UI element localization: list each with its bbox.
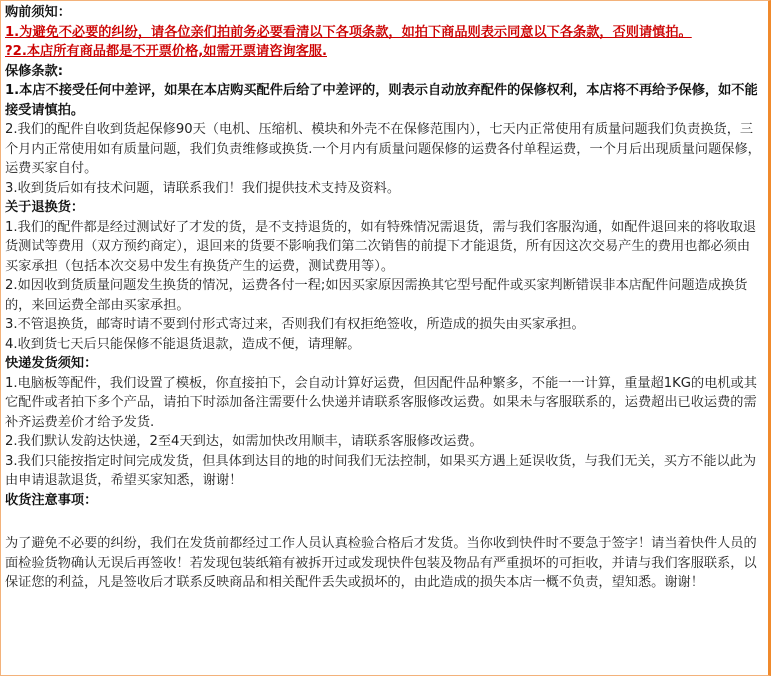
warranty-item-1: 1.本店不接受任何中差评，如果在本店购买配件后给了中差评的，则表示自动放弃配件的保修权利，本店将不再给予保修，如不能接受请慎拍。 [5, 83, 758, 118]
returns-item-1: 1.我们的配件都是经过测试好了才发的货，是不支持退货的，如有特殊情况需退货，需与我们客服沟通，如配件退回来的将收取退货测试等费用（双方预约商定），退回来的货要不影响我们第二次销售的前提下才能退货，所有因这次交易产生的费用也都必须由买家承担（包括本次交易中发生有换货产生的运费，测试费用等）。 [5, 219, 757, 274]
notice-item-1: 1.为避免不必要的纠纷，请各位亲们拍前务必要看清以下各项条款，如拍下商品则表示同意以下各条款，否则请慎拍。 [5, 24, 692, 40]
notice-heading: 购前须知： [5, 5, 71, 20]
returns-item-4: 4.收到货七天后只能保修不能退货退款，造成不便，请理解。 [5, 336, 361, 352]
receiving-body: 为了避免不必要的纠纷，我们在发货前都经过工作人员认真检验合格后才发货。当你收到快件时不要急于签字！请当着快件人员的面检验货物确认无误后再签收！若发现包装纸箱有被拆开过或发现快件包装及物品有严重损坏的可拒收，并请与我们客服联系，以保证您的利益，凡是签收后才联系反映商品和相关配件丢失或损坏的，由此造成的损失本店一概不负责，望知悉。谢谢！ [5, 536, 757, 590]
spacer [5, 510, 762, 534]
returns-heading: 关于退换货： [5, 200, 85, 215]
returns-item-3: 3.不管退换货，邮寄时请不要到付形式寄过来，否则我们有权拒绝签收，所造成的损失由买家承担。 [5, 317, 585, 332]
notice-item-2: ?2.本店所有商品都是不开票价格,如需开票请咨询客服. [5, 44, 327, 59]
warranty-item-3: 3.收到货后如有技术问题，请联系我们！我们提供技术支持及资料。 [5, 180, 401, 196]
shipping-item-3: 3.我们只能按指定时间完成发货，但具体到达目的地的时间我们无法控制，如果买方遇上延误收货，与我们无关，买方不能以此为由申请退款退货，希望买家知悉，谢谢！ [5, 453, 757, 488]
shipping-item-2: 2.我们默认发韵达快递，2至4天到达，如需加快改用顺丰，请联系客服修改运费。 [5, 434, 483, 449]
returns-item-2: 2.如因收到货质量问题发生换货的情况，运费各付一程;如因买家原因需换其它型号配件或买家判断错误非本店配件问题造成换货的，来回运费全部由买家承担。 [5, 278, 748, 313]
shipping-heading: 快递发货须知： [5, 356, 98, 371]
receiving-heading: 收货注意事项： [5, 492, 98, 508]
warranty-heading: 保修条款: [5, 63, 64, 79]
shipping-item-1: 1.电脑板等配件，我们设置了模板，你直接拍下，会自动计算好运费，但因配件品种繁多，不能一一计算，重量超1KG的电机或其它配件或者拍下多个产品，请拍下时添加备注需要什么快递并请联系客服修改运费。如果未与客服联系的，运费超出已收运费的需补齐运费差价才给予发货. [5, 375, 757, 430]
warranty-item-2: 2.我们的配件自收到货起保修90天（电机、压缩机、模块和外壳不在保修范围内），七天内正常使用有质量问题我们负责换货，三个月内正常使用如有质量问题，我们负责维修或换货.一个月内有质量问题保修的运费各付单程运费，一个月后出现质量问题保修，运费买家自付。 [5, 122, 761, 176]
